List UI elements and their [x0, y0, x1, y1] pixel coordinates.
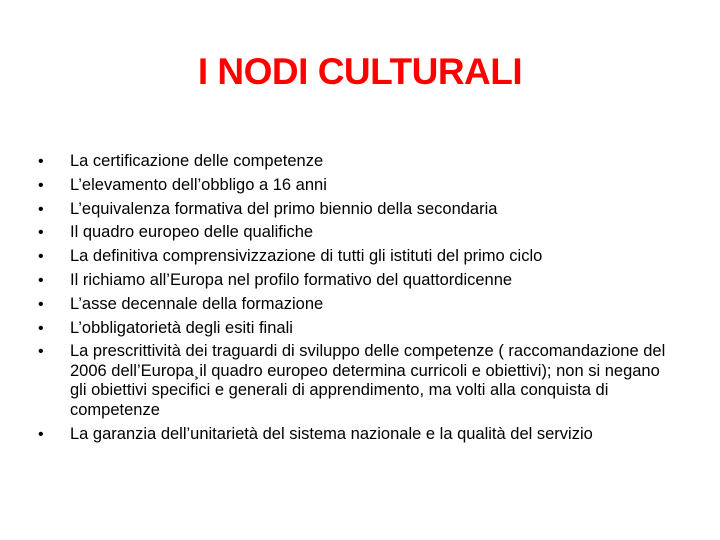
list-item: [38, 342, 678, 420]
list-item-text: La definitiva comprensivizzazione di tutti gli istituti del primo ciclo: [70, 247, 543, 266]
list-item-text: L’obbligatorietà degli esiti finali: [70, 318, 293, 337]
list-item-text: La garanzia dell’unitarietà del sistema nazionale e la qualità del servizio: [70, 424, 593, 443]
bullet-marker: •: [38, 248, 44, 266]
bullet-marker: •: [38, 319, 44, 337]
list-item-text: Il richiamo all’Europa nel profilo formativo del quattordicenne: [70, 270, 513, 289]
bullet-marker: •: [38, 176, 44, 194]
list-item-text: L’equivalenza formativa del primo biennio della secondaria: [70, 199, 498, 218]
list-item: [38, 425, 678, 445]
list-item: [38, 247, 678, 267]
bullet-marker: •: [38, 343, 44, 361]
list-item: [38, 295, 678, 315]
list-item-text: La prescrittività dei traguardi di sviluppo delle competenze ( raccomandazione del 2006 dell’Europa¸il quadro europeo determina curricoli e obiettivi); non si negano gli obiettivi specifici e generali di apprendimento, ma volti alla conquista di competenze: [70, 342, 666, 419]
bullet-marker: •: [38, 224, 44, 242]
list-item: [38, 176, 678, 196]
bullet-marker: •: [38, 153, 44, 170]
bullet-marker: •: [38, 271, 44, 289]
list-item-text: La certificazione delle competenze: [70, 152, 324, 170]
list-item-text: Il quadro europeo delle qualifiche: [70, 223, 314, 242]
bullet-marker: •: [38, 425, 44, 443]
list-item: [38, 223, 678, 243]
list-item: [38, 152, 678, 172]
list-item: [38, 271, 678, 291]
list-item-text: L’asse decennale della formazione: [70, 294, 324, 313]
list-item: [38, 319, 678, 339]
bullet-marker: •: [38, 200, 44, 218]
slide-title: I NODI CULTURALI: [197, 51, 523, 92]
bullet-list: [38, 152, 678, 448]
bullet-marker: •: [38, 295, 44, 313]
list-item-text: L’elevamento dell’obbligo a 16 anni: [70, 175, 327, 194]
list-item: [38, 200, 678, 220]
